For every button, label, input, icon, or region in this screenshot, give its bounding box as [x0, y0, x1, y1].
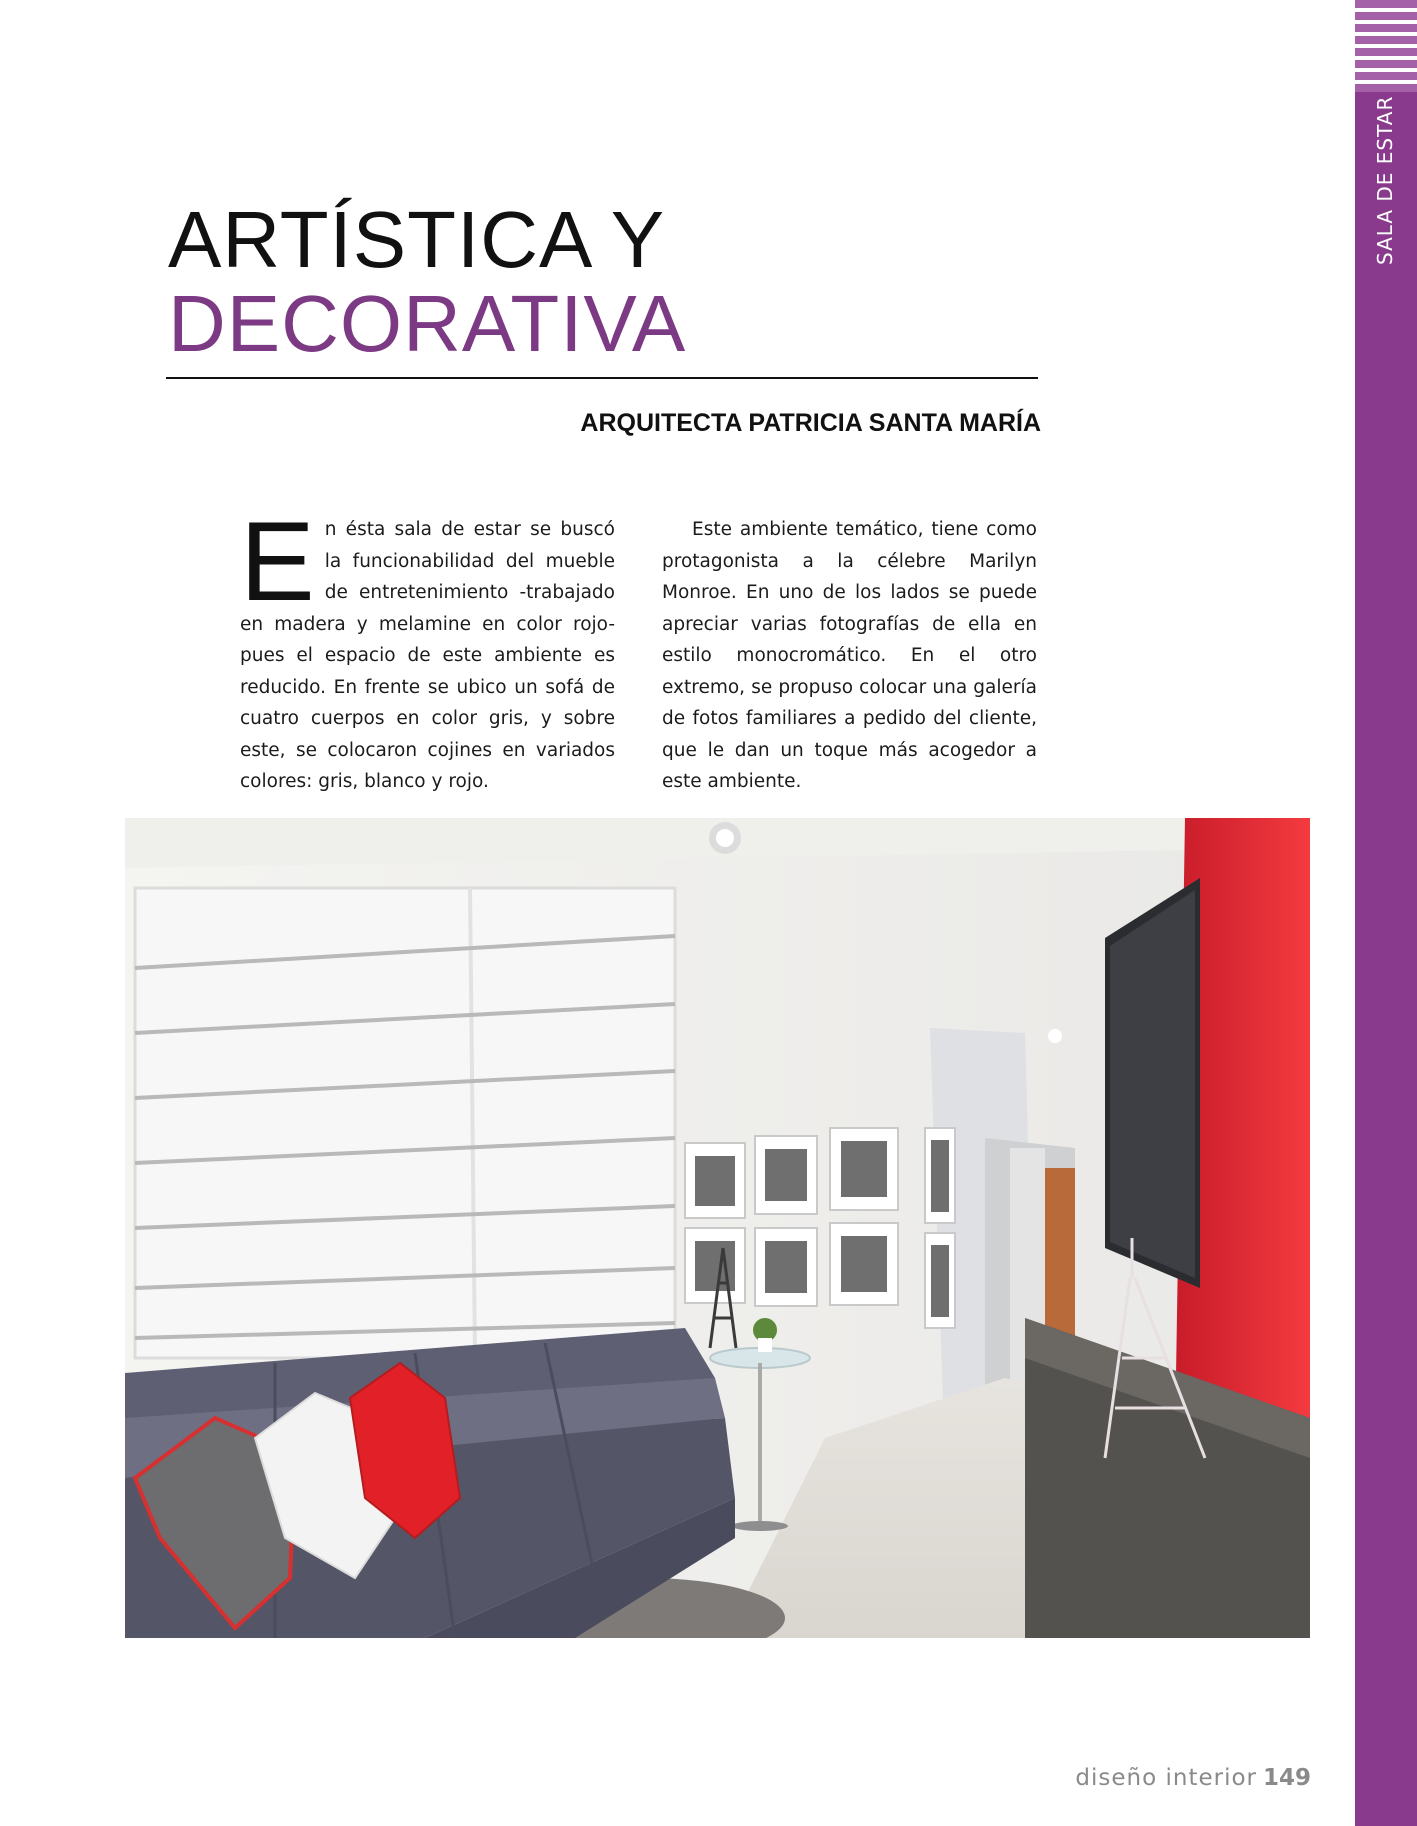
article-title: [168, 195, 687, 368]
title-divider: [166, 377, 1038, 379]
section-label: SALA DE ESTAR: [1373, 95, 1397, 265]
section-side-band: [1355, 0, 1417, 1826]
page-number: 149: [1262, 1765, 1311, 1791]
column-2-text: Este ambiente temático, tiene como protagonista a la célebre Marilyn Monroe. En uno de los lados se puede apreciar varias fotografías de ella en estilo monocromático. En el otro extremo, se propuso colocar una galería de fotos familiares a pedido del cliente, que le dan un toque más acogedor a este ambiente.: [662, 519, 1037, 792]
body-column-2: [662, 514, 1037, 798]
column-1-text: n ésta sala de estar se buscó la funcionabilidad del mueble de entretenimiento -trabajado en madera y melamine en color rojo- pues el espacio de este ambiente es reducido. En frente se ubico un sofá de cuatro cuerpos en color gris, y sobre este, se colocaron cojines en variados colores: gris, blanco y rojo.: [240, 519, 615, 792]
article-author: ARQUITECTA PATRICIA SANTA MARÍA: [580, 409, 1041, 437]
drop-cap: E: [240, 499, 315, 624]
body-column-1: [240, 499, 615, 798]
page-footer: [1075, 1765, 1311, 1791]
living-room-photo: [125, 818, 1310, 1638]
magazine-name: diseño interior: [1075, 1765, 1257, 1791]
title-line-1: ARTÍSTICA Y: [168, 195, 666, 284]
title-line-2: DECORATIVA: [168, 279, 687, 368]
